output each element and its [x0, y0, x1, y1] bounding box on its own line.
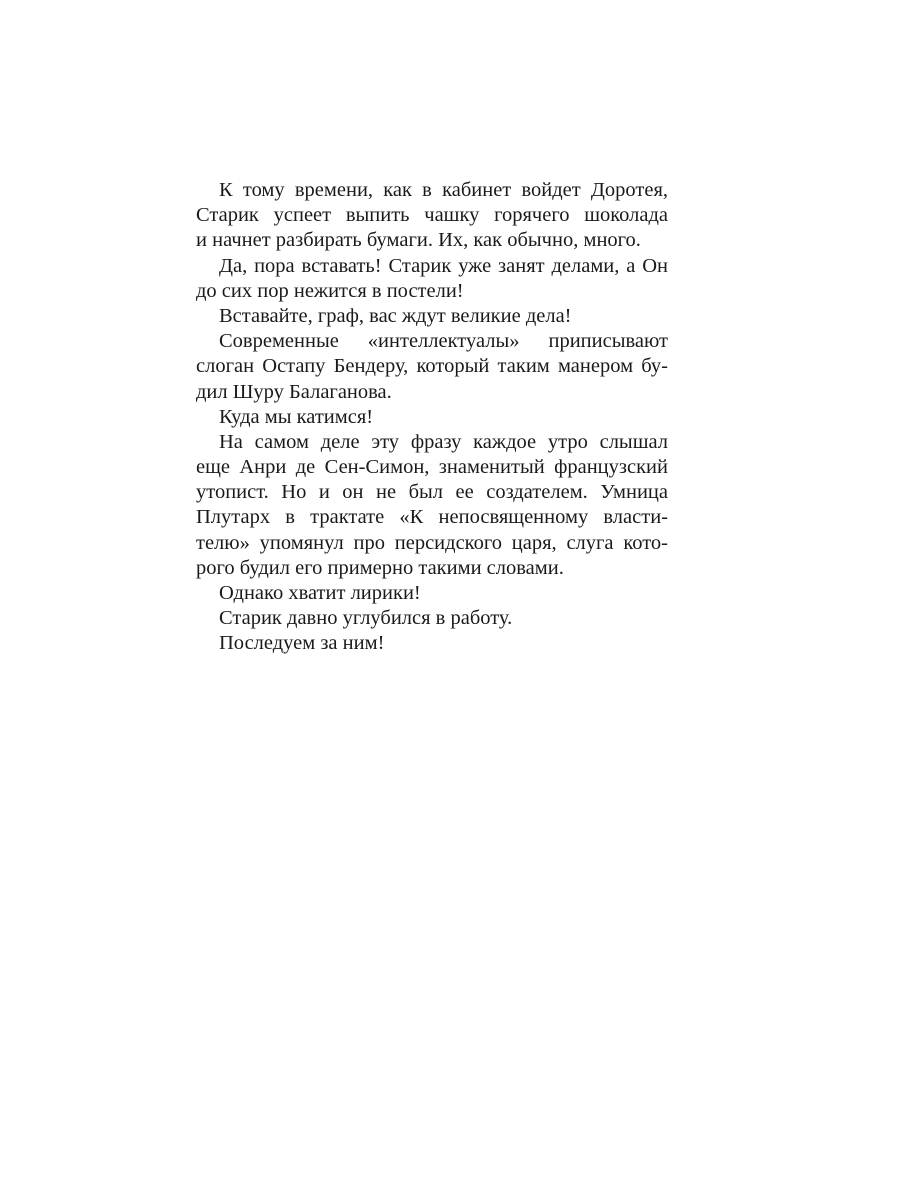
text-line: дил Шуру Балаганова.	[196, 380, 392, 403]
text-line: Вставайте, граф, вас ждут великие дела!	[219, 304, 572, 327]
text-line: и начнет разбирать бумаги. Их, как обычно, много.	[196, 229, 641, 252]
text-line: Плутарх в трактате «К непосвященному власти-	[196, 506, 668, 529]
text-line: Старик успеет выпить чашку горячего шоколада	[196, 204, 668, 227]
text-line: до сих пор нежится в постели!	[196, 279, 464, 302]
text-line: рого будил его примерно такими словами.	[196, 556, 564, 579]
body-text	[196, 178, 668, 657]
text-line: На самом деле эту фразу каждое утро слышал	[219, 430, 668, 453]
text-line: Старик давно углубился в работу.	[219, 607, 513, 630]
text-line: Куда мы катимся!	[219, 405, 374, 428]
text-line: Последуем за ним!	[219, 632, 385, 655]
text-line: утопист. Но и он не был ее создателем. Умница	[196, 481, 668, 504]
text-line: Однако хватит лирики!	[219, 582, 421, 604]
text-line: телю» упомянул про персидского царя, слуга кото-	[196, 531, 668, 554]
text-line: Да, пора вставать! Старик уже занят делами, а Он	[219, 254, 668, 277]
text-line: Современные «интеллектуалы» приписывают	[219, 330, 668, 353]
text-line: еще Анри де Сен-Симон, знаменитый французский	[196, 456, 668, 479]
text-line: К тому времени, как в кабинет войдет Доротея,	[219, 179, 668, 201]
text-line: слоган Остапу Бендеру, который таким манером бу-	[196, 355, 668, 378]
